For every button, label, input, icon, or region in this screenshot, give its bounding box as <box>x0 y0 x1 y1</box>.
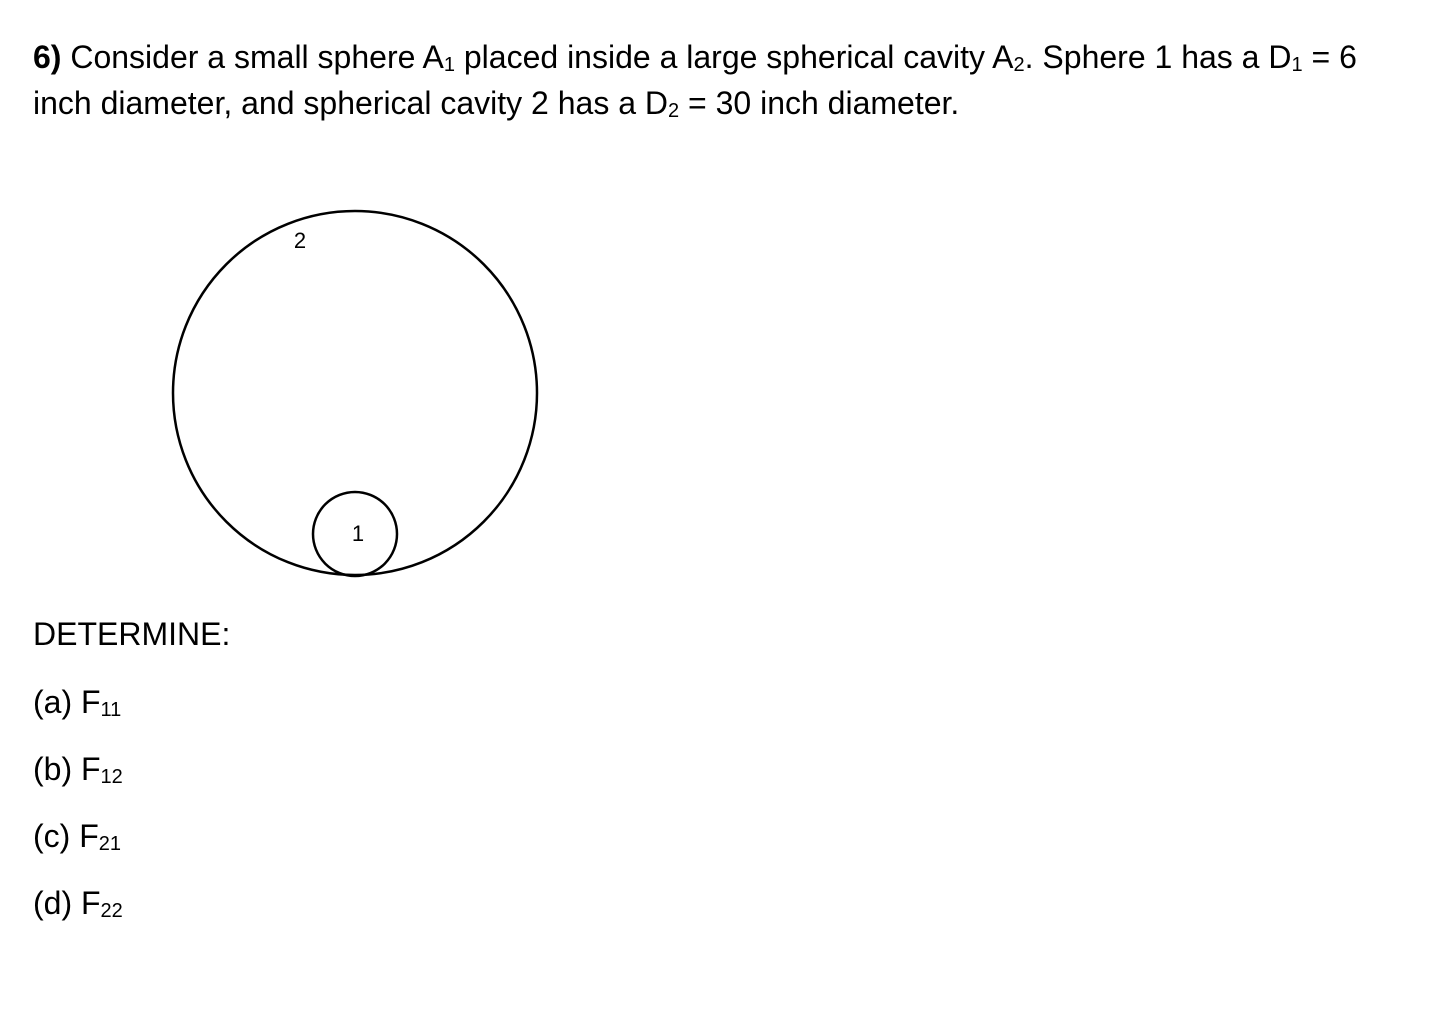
problem-text-1: Consider a small sphere A <box>61 39 444 75</box>
part-item-b <box>33 749 123 789</box>
part-subscript: 22 <box>100 900 123 922</box>
problem-text-4: = 6 inch diameter, and spherical cavity 2 has a D <box>33 39 1357 121</box>
part-subscript: 12 <box>100 766 123 788</box>
cavity-label: 2 <box>293 228 307 253</box>
sphere-label: 1 <box>351 521 365 546</box>
part-label: (c) F <box>33 818 99 854</box>
problem-text-2: placed inside a large spherical cavity A <box>454 39 1014 75</box>
parts-list <box>33 682 123 950</box>
sphere-diagram <box>0 0 600 600</box>
problem-text-5: = 30 inch diameter. <box>679 85 960 121</box>
part-subscript: 11 <box>100 699 122 721</box>
determine-heading: DETERMINE: <box>33 616 231 652</box>
part-item-c <box>33 816 123 856</box>
problem-number: 6) <box>33 39 62 75</box>
part-label: (b) F <box>33 751 101 787</box>
problem-text-3: . Sphere 1 has a D <box>1024 39 1292 75</box>
subscript-d2: 2 <box>668 100 680 122</box>
part-label: (d) F <box>33 885 101 921</box>
part-subscript: 21 <box>98 833 121 855</box>
part-item-d <box>33 883 123 923</box>
part-item-a <box>33 682 123 722</box>
subscript-a1: 1 <box>443 54 455 76</box>
subscript-a2: 2 <box>1013 54 1025 76</box>
part-label: (a) F <box>33 684 101 720</box>
subscript-d1: 1 <box>1291 54 1303 76</box>
